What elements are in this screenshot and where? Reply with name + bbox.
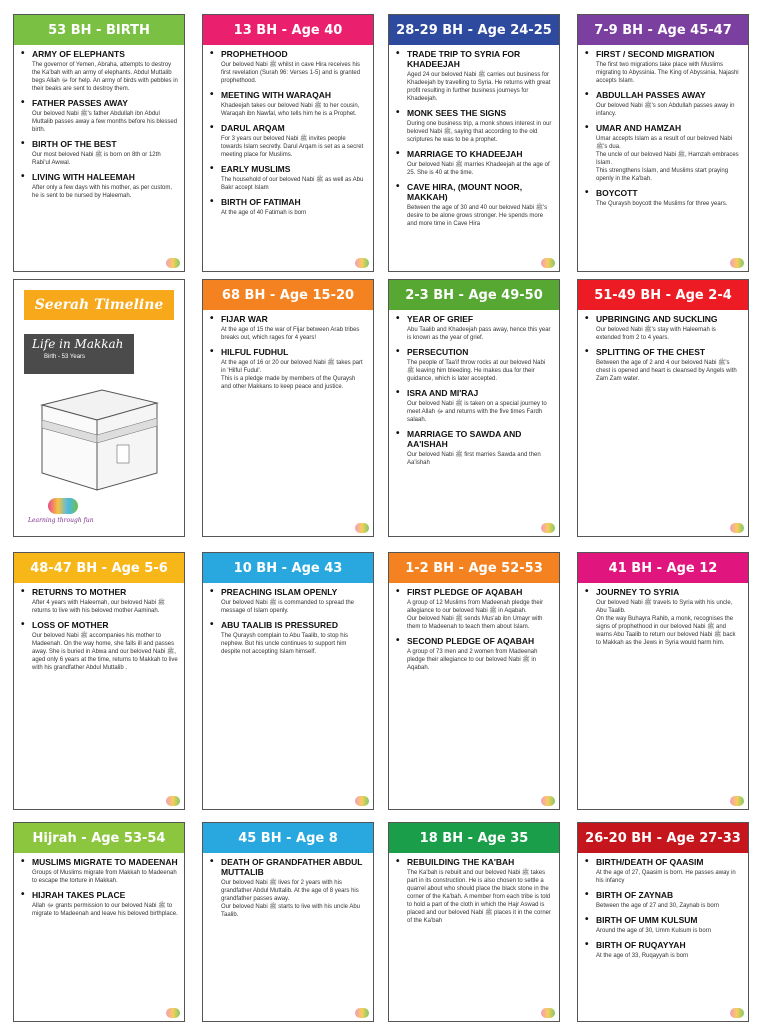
card-heading: 28-29 BH - Age 24-25: [389, 15, 559, 45]
event-item: [209, 314, 367, 342]
event-text: Our most beloved Nabi ﷺ is born on 8th or 12th Rabi'ul Awwal.: [32, 152, 161, 166]
card-heading: 10 BH - Age 43: [203, 553, 373, 583]
event-item: [209, 857, 367, 919]
card-body: [578, 45, 748, 208]
event-title: • LIVING WITH HALEEMAH: [20, 172, 178, 182]
card-heading: 26-20 BH - Age 27-33: [578, 823, 748, 853]
timeline-card: [577, 279, 749, 537]
card-body: [389, 45, 559, 228]
event-title: • CAVE HIRA, (MOUNT NOOR, MAKKAH): [395, 182, 553, 202]
card-heading: 18 BH - Age 35: [389, 823, 559, 853]
event-item: [584, 587, 742, 647]
event-item: [20, 172, 178, 200]
event-text: Our beloved Nabi ﷺ travels to Syria with his uncle, Abu Taalib. On the way Buhayra Rahib, a monk, recognises the signs of prophethood in our beloved Nabi ﷺ and warns Abu Taalib to return our beloved Nabi ﷺ back to Makkah as the Jews in Syria would harm him.: [596, 600, 736, 646]
timeline-card: [577, 822, 749, 1022]
kaabah-illustration: [32, 385, 162, 495]
event-item: [20, 857, 178, 885]
event-text: Between the age of 30 and 40 our beloved Nabi ﷺ's desire to be alone grows stronger. He spends more and more time in Cave Hira: [407, 205, 548, 227]
card-body: [389, 853, 559, 925]
event-text: The Quraysh boycott the Muslims for three years.: [596, 201, 728, 207]
card-body: [578, 583, 748, 647]
card-heading: 2-3 BH - Age 49-50: [389, 280, 559, 310]
event-title: • YEAR OF GRIEF: [395, 314, 553, 324]
event-text: Our beloved Nabi ﷺ first marries Sawda and then Aa'ishah: [407, 452, 541, 466]
timeline-card: [13, 14, 185, 272]
event-title: • DARUL ARQAM: [209, 123, 367, 133]
timeline-card: [388, 279, 560, 537]
brand-logo-icon: [541, 796, 555, 806]
event-item: [209, 123, 367, 159]
event-item: [395, 149, 553, 177]
event-text: Our beloved Nabi ﷺ's son Abdullah passes away in infancy.: [596, 103, 735, 117]
card-heading: 53 BH - BIRTH: [14, 15, 184, 45]
event-text: Khadeejah takes our beloved Nabi ﷺ to her cousin, Waraqah ibn Nawfal, who tells him he is a Prophet.: [221, 103, 360, 117]
event-title: • REBUILDING THE KA'BAH: [395, 857, 553, 867]
event-item: [395, 857, 553, 925]
event-title: • UMAR AND HAMZAH: [584, 123, 742, 133]
event-text: Our beloved Nabi ﷺ lives for 2 years with his grandfather Abdul Muttalib. At the age of 8 years his grandfather passes away. Our beloved Nabi ﷺ starts to live with his uncle Abu Taalib.: [221, 880, 360, 918]
event-title: • HILFUL FUDHUL: [209, 347, 367, 357]
brand-logo-icon: [730, 258, 744, 268]
brand-logo-icon: [541, 1008, 555, 1018]
life-title: Life in Makkah: [32, 337, 124, 351]
event-item: [395, 108, 553, 144]
event-text: At the age of 15 the war of Fijar between Arab tribes breaks out, which rages for 4 years!: [221, 327, 360, 341]
event-item: [584, 314, 742, 342]
timeline-card: [202, 822, 374, 1022]
card-body: [203, 45, 373, 217]
event-text: Between the age of 2 and 4 our beloved Nabi ﷺ's chest is opened and heart is cleansed by Angels with Zam Zam water.: [596, 360, 737, 382]
brand-logo-icon: [355, 258, 369, 268]
event-title: • MARRIAGE TO KHADEEJAH: [395, 149, 553, 159]
event-title: • BIRTH OF RUQAYYAH: [584, 940, 742, 950]
card-body: [14, 583, 184, 672]
event-item: [395, 636, 553, 672]
event-title: • JOURNEY TO SYRIA: [584, 587, 742, 597]
event-text: Between the age of 27 and 30, Zaynab is born: [596, 903, 720, 909]
timeline-card: [13, 552, 185, 810]
card-heading: 48-47 BH - Age 5-6: [14, 553, 184, 583]
event-item: [209, 49, 367, 85]
event-text: After only a few days with his mother, as per custom, he is sent to be nursed by Haleemah.: [32, 185, 173, 199]
event-title: • SPLITTING OF THE CHEST: [584, 347, 742, 357]
event-title: • DEATH OF GRANDFATHER ABDUL MUTTALIB: [209, 857, 367, 877]
brand-logo-icon: [730, 1008, 744, 1018]
seerah-timeline-card: [13, 279, 185, 537]
event-title: • BIRTH OF THE BEST: [20, 139, 178, 149]
event-title: • MARRIAGE TO SAWDA AND AA'ISHAH: [395, 429, 553, 449]
event-title: • SECOND PLEDGE OF AQABAH: [395, 636, 553, 646]
card-body: [389, 583, 559, 672]
event-title: • PROPHETHOOD: [209, 49, 367, 59]
card-heading: 7-9 BH - Age 45-47: [578, 15, 748, 45]
event-title: • HIJRAH TAKES PLACE: [20, 890, 178, 900]
brand-logo-icon: [166, 796, 180, 806]
card-heading: Hijrah - Age 53-54: [14, 823, 184, 853]
brand-logo-icon: [730, 523, 744, 533]
card-body: [389, 310, 559, 467]
card-heading: 51-49 BH - Age 2-4: [578, 280, 748, 310]
card-body: [203, 310, 373, 391]
timeline-card: [13, 822, 185, 1022]
event-item: [584, 940, 742, 960]
event-text: A group of 73 men and 2 women from Madeenah pledge their allegiance to our beloved Nabi ﷺ in Aqabah.: [407, 649, 538, 671]
event-title: • EARLY MUSLIMS: [209, 164, 367, 174]
event-item: [20, 890, 178, 918]
brand-logo-icon: [355, 1008, 369, 1018]
event-title: • ABDULLAH PASSES AWAY: [584, 90, 742, 100]
event-item: [209, 347, 367, 391]
event-item: [395, 182, 553, 228]
event-text: After 4 years with Haleemah, our beloved Nabi ﷺ returns to live with his beloved mother Aaminah.: [32, 600, 165, 614]
event-item: [584, 347, 742, 383]
event-text: Aged 24 our beloved Nabi ﷺ carries out business for Khadeejah by travelling to Syria. He returns with great profit resulting in further business journeys for Khadeejah.: [407, 72, 551, 102]
card-body: [14, 853, 184, 918]
event-item: [20, 587, 178, 615]
event-text: Our beloved Nabi ﷺ's stay with Haleemah is extended from 2 to 4 years.: [596, 327, 716, 341]
event-item: [20, 620, 178, 672]
card-body: [14, 45, 184, 200]
event-text: A group of 12 Muslims from Madeenah pledge their allegiance to our beloved Nabi ﷺ in Aqabah. Our beloved Nabi ﷺ sends Mus'ab ibn Umayr with them to Madeenah to teach them about Islam.: [407, 600, 544, 630]
event-item: [584, 49, 742, 85]
timeline-card: [388, 14, 560, 272]
card-heading: 45 BH - Age 8: [203, 823, 373, 853]
event-text: The Ka'bah is rebuilt and our beloved Nabi ﷺ takes part in its construction. He is also chosen to settle a quarrel about who should place the black stone in the corner of the Ka'bah. A member from each tribe is told to hold a part of the cloth in which the Hajr Aswad is placed and our beloved Nabi ﷺ places it in the corner of the Ka'bah: [407, 870, 552, 924]
event-item: [209, 197, 367, 217]
event-text: At the age of 27, Qaasim is born. He passes away in his infancy: [596, 870, 736, 884]
timeline-card: [577, 14, 749, 272]
event-text: Allah ﷻ grants permission to our beloved Nabi ﷺ to migrate to Madeenah and leave his beloved birthplace.: [32, 903, 178, 917]
event-text: Our beloved Nabi ﷺ's father Abdullah ibn Abdul Muttalib passes away a few months before his blessed birth.: [32, 111, 178, 133]
event-text: The people of Taa'if throw rocks at our beloved Nabi ﷺ leaving him bleeding. He makes dua for their guidance, which is later accepted.: [407, 360, 546, 382]
event-text: At the age of 16 or 20 our beloved Nabi ﷺ takes part in 'Hilful Fudul'. This is a pledge made by members of the Quraysh and other Makkans to keep peace and justice.: [221, 360, 363, 390]
card-body: [578, 310, 748, 383]
brand-logo-icon: [541, 523, 555, 533]
card-heading: 68 BH - Age 15-20: [203, 280, 373, 310]
event-text: The first two migrations take place with Muslims migrating to Abyssinia. The King of Abyssinia, Najashi accepts Islam.: [596, 62, 739, 84]
event-title: • ISRA AND MI'RAJ: [395, 388, 553, 398]
event-text: For 3 years our beloved Nabi ﷺ invites people towards Islam secretly. Darul Arqam is set as a secret meeting place for Muslims.: [221, 136, 364, 158]
event-title: • PREACHING ISLAM OPENLY: [209, 587, 367, 597]
card-body: [203, 583, 373, 656]
event-title: • FIRST PLEDGE OF AQABAH: [395, 587, 553, 597]
event-text: At the age of 33, Ruqayyah is born: [596, 953, 689, 959]
event-title: • BOYCOTT: [584, 188, 742, 198]
brand-logo-icon: [166, 258, 180, 268]
event-item: [20, 49, 178, 93]
event-text: Abu Taalib and Khadeejah pass away, hence this year is known as the year of grief.: [407, 327, 551, 341]
event-title: • RETURNS TO MOTHER: [20, 587, 178, 597]
event-text: During one business trip, a monk shows interest in our beloved Nabi ﷺ, saying that according to the old scriptures he was to be a prophet.: [407, 121, 552, 143]
timeline-card: [202, 279, 374, 537]
event-title: • BIRTH OF ZAYNAB: [584, 890, 742, 900]
card-heading: 13 BH - Age 40: [203, 15, 373, 45]
event-item: [209, 587, 367, 615]
event-item: [584, 188, 742, 208]
event-title: • FIJAR WAR: [209, 314, 367, 324]
brand-logo-icon: [355, 796, 369, 806]
event-text: Our beloved Nabi ﷺ is taken on a special journey to meet Allah ﷻ and returns with the five times Fardh salaah.: [407, 401, 547, 423]
tagline: Learning through fun: [28, 517, 94, 524]
event-title: • MEETING WITH WARAQAH: [209, 90, 367, 100]
timeline-card: [202, 14, 374, 272]
event-title: • BIRTH/DEATH OF QAASIM: [584, 857, 742, 867]
learning-fun-logo: [48, 498, 78, 514]
event-title: • BIRTH OF UMM KULSUM: [584, 915, 742, 925]
event-text: Our beloved Nabi ﷺ marries Khadeejah at the age of 25. She is 40 at the time.: [407, 162, 550, 176]
event-item: [209, 90, 367, 118]
event-item: [20, 139, 178, 167]
life-in-makkah-box: [24, 334, 134, 374]
card-body: [203, 853, 373, 919]
timeline-card: [202, 552, 374, 810]
event-text: Groups of Muslims migrate from Makkah to Madeenah to escape the torture in Makkah.: [32, 870, 177, 884]
event-text: Our beloved Nabi ﷺ whilst in cave Hira receives his first revelation (Surah 96: Verses 1-5) and is granted prophethood.: [221, 62, 361, 84]
brand-logo-icon: [355, 523, 369, 533]
event-title: • MUSLIMS MIGRATE TO MADEENAH: [20, 857, 178, 867]
timeline-card: [388, 822, 560, 1022]
card-heading: 41 BH - Age 12: [578, 553, 748, 583]
event-item: [395, 388, 553, 424]
life-subtitle: Birth - 53 Years: [44, 354, 86, 360]
timeline-title: Seerah Timeline: [24, 290, 174, 320]
event-item: [209, 164, 367, 192]
event-item: [584, 90, 742, 118]
event-title: • ARMY OF ELEPHANTS: [20, 49, 178, 59]
event-text: The household of our beloved Nabi ﷺ as well as Abu Bakr accept Islam: [221, 177, 364, 191]
event-text: Our beloved Nabi ﷺ accompanies his mother to Madeenah. On the way home, she falls ill and passes away. She is buried in Abwa and our beloved Nabi ﷺ, aged only 6 years at the time, returns to Makkah to live with his grandfather Abdul Muttalib .: [32, 633, 178, 671]
event-title: • FIRST / SECOND MIGRATION: [584, 49, 742, 59]
event-item: [584, 123, 742, 183]
event-item: [20, 98, 178, 134]
event-text: Umar accepts Islam as a result of our beloved Nabi ﷺ's dua. The uncle of our beloved Nabi ﷺ, Hamzah embraces Islam. This strengthens Islam, and Muslims start praying openly in the Ka'bah.: [596, 136, 739, 182]
event-item: [584, 915, 742, 935]
timeline-card: [577, 552, 749, 810]
event-text: Around the age of 30, Umm Kulsum is born: [596, 928, 712, 934]
event-item: [209, 620, 367, 656]
event-text: The Quraysh complain to Abu Taalib, to stop his nephew. But his uncle continues to support him despite not accepting Islam himself.: [221, 633, 348, 655]
event-text: At the age of 40 Fatimah is born: [221, 210, 307, 216]
event-title: • FATHER PASSES AWAY: [20, 98, 178, 108]
event-title: • UPBRINGING AND SUCKLING: [584, 314, 742, 324]
event-item: [395, 347, 553, 383]
event-item: [584, 890, 742, 910]
card-body: [578, 853, 748, 960]
event-title: • MONK SEES THE SIGNS: [395, 108, 553, 118]
brand-logo-icon: [730, 796, 744, 806]
event-title: • LOSS OF MOTHER: [20, 620, 178, 630]
event-item: [395, 49, 553, 103]
event-title: • BIRTH OF FATIMAH: [209, 197, 367, 207]
event-title: • ABU TAALIB IS PRESSURED: [209, 620, 367, 630]
event-item: [395, 314, 553, 342]
event-text: Our beloved Nabi ﷺ is commanded to spread the message of Islam openly.: [221, 600, 355, 614]
timeline-card: [388, 552, 560, 810]
event-title: • TRADE TRIP TO SYRIA FOR KHADEEJAH: [395, 49, 553, 69]
brand-logo-icon: [541, 258, 555, 268]
event-item: [395, 429, 553, 467]
event-title: • PERSECUTION: [395, 347, 553, 357]
event-item: [395, 587, 553, 631]
brand-logo-icon: [166, 1008, 180, 1018]
card-heading: 1-2 BH - Age 52-53: [389, 553, 559, 583]
event-item: [584, 857, 742, 885]
event-text: The governor of Yemen, Abraha, attempts to destroy the Ka'bah with an army of elephants. Abdul Muttalib begs Allah ﷻ for help. An army of birds with pebbles in their beaks are sent to destroy them.: [32, 62, 178, 92]
